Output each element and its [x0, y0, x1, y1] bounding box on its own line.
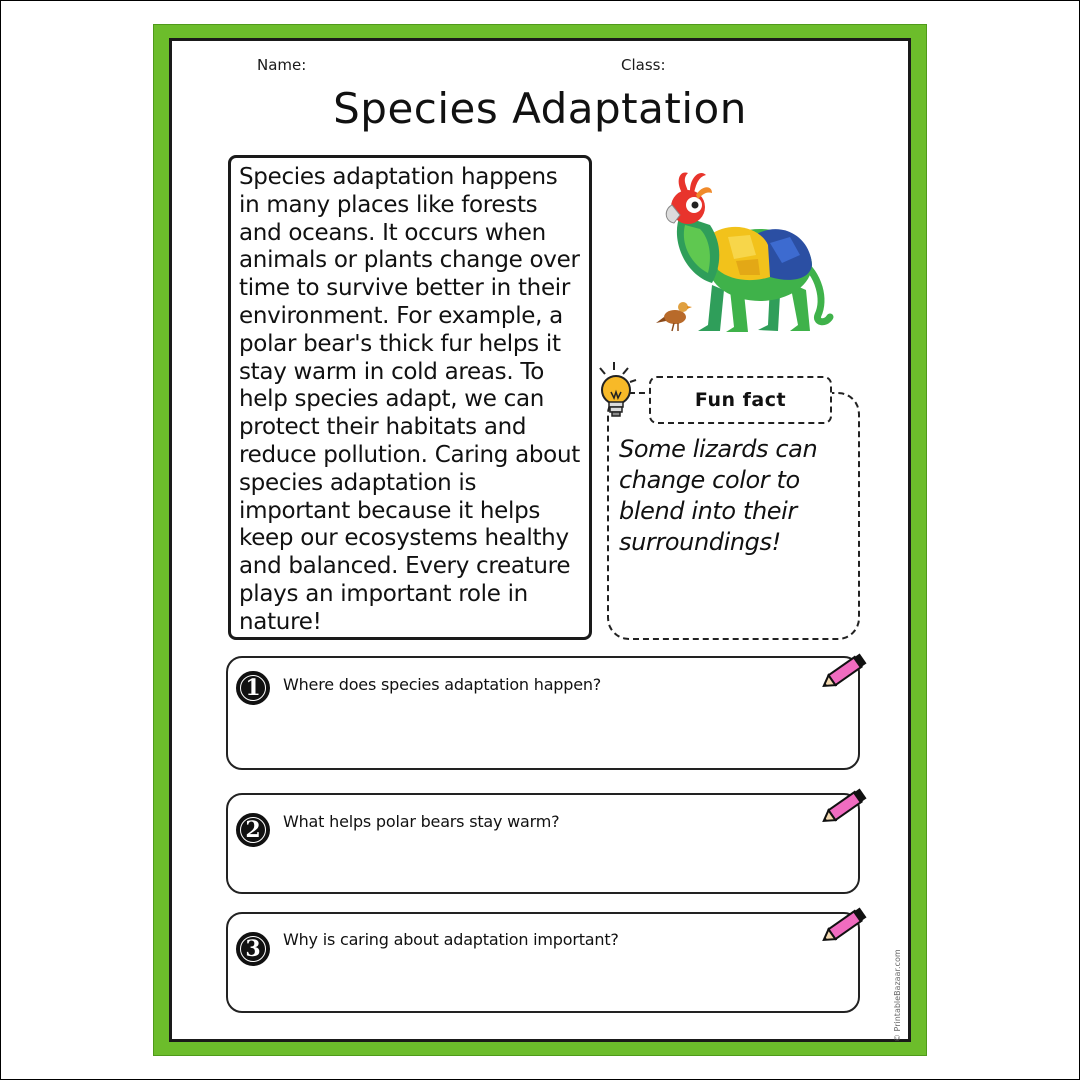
creature-illustration — [650, 165, 835, 340]
class-label: Class: — [621, 56, 666, 74]
fun-fact-heading: Fun fact — [649, 376, 832, 424]
pencil-icon — [816, 904, 872, 950]
question-2-answer-box[interactable] — [226, 793, 860, 894]
name-label: Name: — [257, 56, 307, 74]
fun-fact-text: Some lizards can change color to blend into their surroundings! — [619, 435, 818, 556]
question-2-number-badge: 2 — [236, 813, 270, 847]
reading-passage: Species adaptation happens in many places like forests and oceans. It occurs when animals or plants change over time to survive better in their environment. For example, a polar bear's thick fur helps it stay warm in cold areas. To help species adapt, we can protect their habitats and reduce pollution. Caring about species adaptation is important because it helps keep our ecosystems healthy and balanced. Every creature plays an important role in nature! — [228, 155, 592, 640]
question-3-answer-box[interactable] — [226, 912, 860, 1013]
copyright-watermark: © PrintableBazaar.com — [893, 949, 902, 1042]
question-3-number-badge: 3 — [236, 932, 270, 966]
question-1-number-badge: 1 — [236, 671, 270, 705]
pencil-icon — [816, 785, 872, 831]
lightbulb-icon — [594, 358, 642, 428]
question-1-text: Where does species adaptation happen? — [283, 675, 602, 694]
question-3-text: Why is caring about adaptation important? — [283, 930, 619, 949]
question-2-text: What helps polar bears stay warm? — [283, 812, 560, 831]
page-title: Species Adaptation — [333, 84, 747, 133]
question-1-answer-box[interactable] — [226, 656, 860, 770]
pencil-icon — [816, 650, 872, 696]
